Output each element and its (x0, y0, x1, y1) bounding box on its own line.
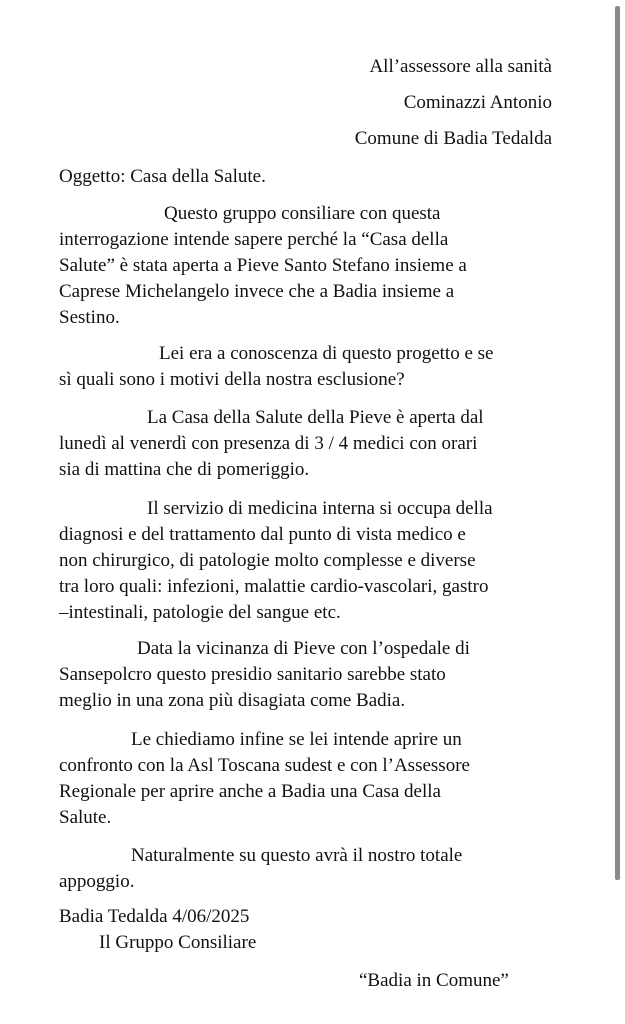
paragraph-line: sia di mattina che di pomeriggio. (59, 459, 310, 480)
paragraph-line: Caprese Michelangelo invece che a Badia insieme a (59, 281, 455, 302)
paragraph-line: Regionale per aprire anche a Badia una Casa della (59, 781, 441, 802)
recipient-line-3: Comune di Badia Tedalda (354, 128, 552, 149)
paragraph-line: La Casa della Salute della Pieve è aperta dal (147, 407, 484, 428)
paragraph-1 (59, 201, 569, 331)
paragraph-line: interrogazione intende sapere perché la “Casa della (59, 229, 449, 250)
paragraph-line: Salute” è stata aperta a Pieve Santo Stefano insieme a (59, 255, 467, 276)
paragraph-7 (59, 843, 569, 895)
place-date: Badia Tedalda 4/06/2025 (59, 906, 250, 927)
subject-line: Oggetto: Casa della Salute. (59, 166, 266, 187)
scrollbar[interactable] (615, 6, 620, 880)
paragraph-4 (59, 496, 569, 626)
paragraph-line: lunedì al venerdì con presenza di 3 / 4 medici con orari (59, 433, 478, 454)
paragraph-line: Sansepolcro questo presidio sanitario sarebbe stato (59, 664, 446, 685)
paragraph-line: Questo gruppo consiliare con questa (164, 203, 441, 224)
paragraph-line: Lei era a conoscenza di questo progetto e se (159, 343, 494, 364)
paragraph-line: Data la vicinanza di Pieve con l’ospedale di (137, 638, 470, 659)
paragraph-5 (59, 636, 569, 714)
recipient-line-1: All’assessore alla sanità (369, 56, 552, 77)
paragraph-line: –intestinali, patologie del sangue etc. (59, 602, 341, 623)
paragraph-line: Le chiediamo infine se lei intende aprire un (131, 729, 462, 750)
paragraph-line: meglio in una zona più disagiata come Badia. (59, 690, 406, 711)
paragraph-line: Naturalmente su questo avrà il nostro totale (131, 845, 463, 866)
paragraph-line: Il servizio di medicina interna si occupa della (147, 498, 493, 519)
paragraph-2 (59, 341, 569, 393)
paragraph-line: Sestino. (59, 307, 120, 328)
paragraph-line: tra loro quali: infezioni, malattie cardio-vascolari, gastro (59, 576, 489, 597)
signature: “Badia in Comune” (359, 970, 509, 991)
paragraph-3 (59, 405, 569, 483)
paragraph-line: appoggio. (59, 871, 135, 892)
paragraph-line: sì quali sono i motivi della nostra esclusione? (59, 369, 405, 390)
paragraph-6 (59, 727, 569, 831)
paragraph-line: diagnosi e del trattamento dal punto di vista medico e (59, 524, 466, 545)
recipient-line-2: Cominazzi Antonio (403, 92, 552, 113)
group-name: Il Gruppo Consiliare (99, 932, 257, 953)
paragraph-line: non chirurgico, di patologie molto complesse e diverse (59, 550, 476, 571)
paragraph-line: Salute. (59, 807, 112, 828)
paragraph-line: confronto con la Asl Toscana sudest e con l’Assessore (59, 755, 470, 776)
